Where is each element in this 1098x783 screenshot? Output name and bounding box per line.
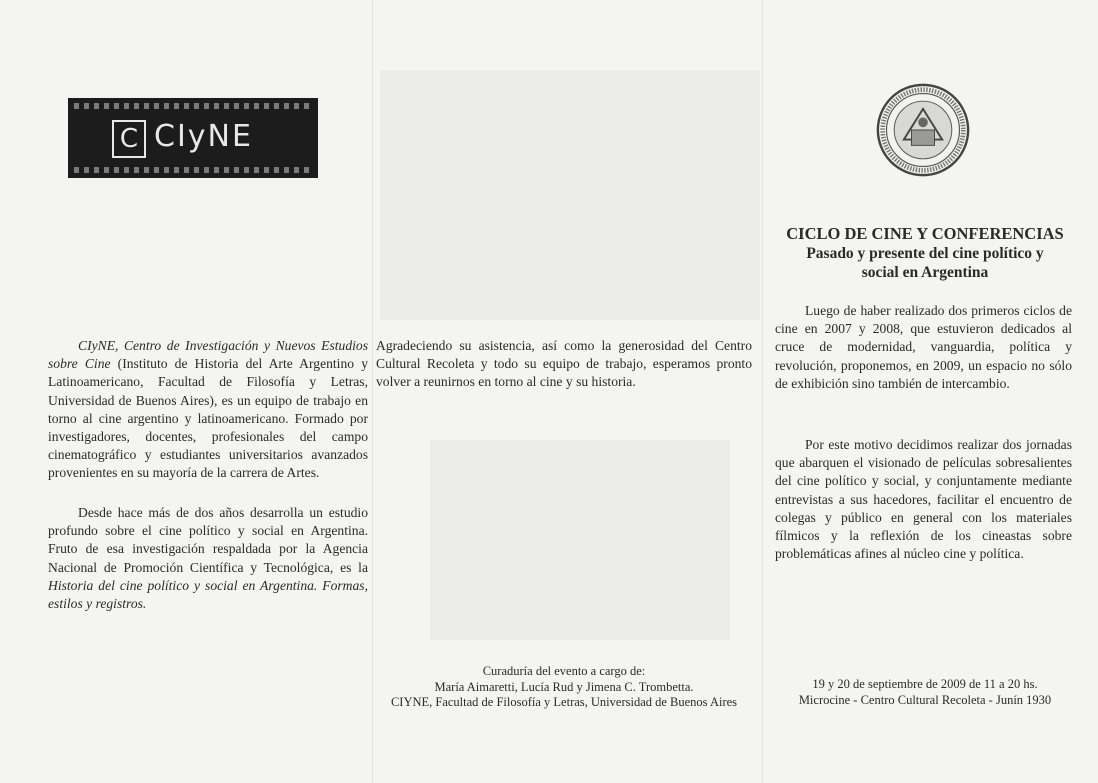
logo-name: CIyNE [154, 119, 253, 154]
about-body: (Instituto de Historia del Arte Argentino y Latinoamericano, Facultad de Filosofía y Letras, Universidad de Buenos Aires), es un equipo de trabajo en torno al cine argentino y latinoamericano. Formado por investigadores, docentes, profesionales del campo cinematográfico y estudiantes universitarios avanzados provenientes en su mayoría de la carrera de Artes. [48, 356, 368, 481]
panel-right [775, 0, 1075, 783]
thanks-paragraph: Agradeciendo su asistencia, así como la generosidad del Centro Cultural Recoleta y todo su equipo de trabajo, esperamos pronto volver a reunirnos en torno al cine y su historia. [376, 338, 752, 390]
curators: María Aimaretti, Lucía Rud y Jimena C. Trombetta. [434, 679, 694, 694]
event-venue: Microcine - Centro Cultural Recoleta - Junín 1930 [798, 692, 1052, 707]
research-body: Desde hace más de dos años desarrolla un estudio profundo sobre el cine político y social en Argentina. Fruto de esa investigación respaldada por la Agencia Nacional de Promoción Científica y Tecnológica, es la [48, 505, 368, 575]
fold-line [372, 0, 373, 783]
intro-paragraph: Luego de haber realizado dos primeros ciclos de cine en 2007 y 2008, que estuvieron dedicados al cruce de modernidad, vanguardia, política y revolución, proponemos, en 2009, un espacio no sólo de exhibición sino también de intercambio. [775, 303, 1072, 391]
logo-mark: C [112, 120, 146, 158]
title-line-2: Pasado y presente del cine político y [806, 245, 1044, 262]
cycle-title [775, 224, 1075, 282]
panel-middle [376, 0, 752, 783]
title-line-1: CICLO DE CINE Y CONFERENCIAS [786, 224, 1064, 243]
credits [376, 664, 752, 711]
about-paragraph [48, 337, 368, 483]
fold-line [762, 0, 763, 783]
about-lead: CIyNE, Centro de Investigación y Nuevos Estudios sobre Cine [48, 338, 368, 372]
event-dates: 19 y 20 de septiembre de 2009 de 11 a 20 hs. [812, 677, 1038, 691]
institution: CIYNE, Facultad de Filosofía y Letras, Universidad de Buenos Aires [390, 695, 738, 709]
motive-paragraph: Por este motivo decidimos realizar dos jornadas que abarquen el visionado de películas sobresalientes del cine político y social, y conjuntamente mediante entrevistas a sus hacedores, facilitar el encuentro de colegas y público en general con los materiales fílmicos y la reflexión de los cineastas sobre problemáticas afines al núcleo cine y política. [775, 437, 1072, 562]
panel-left [48, 0, 368, 783]
credits-heading: Curaduría del evento a cargo de: [482, 664, 646, 678]
book-title: Historia del cine político y social en Argentina. Formas, estilos y registros. [48, 577, 368, 612]
event-details [775, 677, 1075, 708]
title-line-3: social en Argentina [861, 264, 989, 281]
research-paragraph [48, 504, 368, 613]
